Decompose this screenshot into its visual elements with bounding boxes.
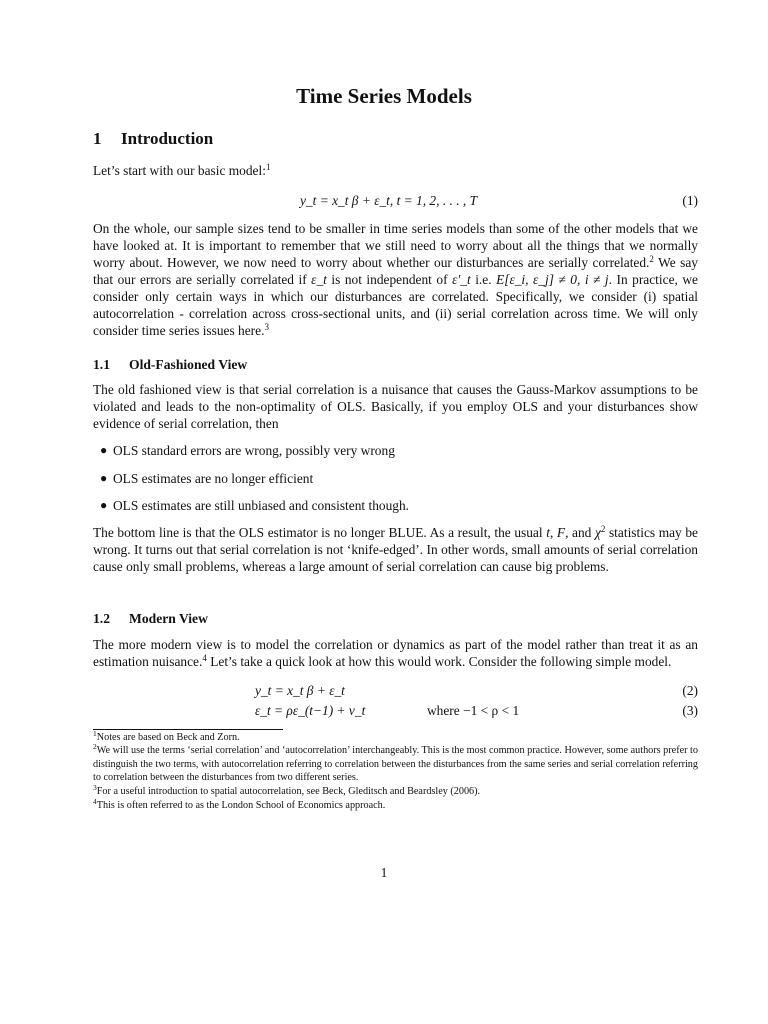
footnote-text: For a useful introduction to spatial autocorrelation, see Beck, Gleditsch and Beardsley (2006).	[96, 786, 481, 797]
math-epsilon-t: ε_t	[311, 272, 327, 287]
equation-1	[93, 192, 698, 210]
equation-3	[93, 702, 698, 720]
footnote-marker-3: 3	[264, 322, 269, 332]
intro-lead-paragraph	[93, 162, 698, 179]
paragraph-modern	[93, 636, 698, 670]
intro-lead-text: Let’s start with our basic model:	[93, 163, 266, 178]
equation-1-tag: (1)	[682, 193, 698, 208]
page-number: 1	[380, 865, 388, 880]
equation-3-condition: where −1 < ρ < 1	[427, 703, 520, 718]
equation-2	[93, 682, 698, 700]
equation-2-body: y_t = x_t β + ε_t	[255, 683, 345, 698]
para1-text-a: On the whole, our sample sizes tend to be smaller in time series models than some of the other models that we have looked at. It is important to remember that we still need to worry about all the things that we normally worry about. However, we now need to worry about whether our disturbances are serially correlated.	[93, 221, 698, 270]
paragraph-bottom-line	[93, 524, 698, 575]
footnote-mark: 1	[93, 729, 97, 738]
subsection-heading-modern	[93, 610, 698, 627]
footnote-divider	[93, 729, 283, 730]
list-item	[93, 470, 698, 498]
footnote-text: We will use the terms ‘serial correlation’ and ‘autocorrelation’ interchangeably. This is the most common practice. However, some authors prefer to distinguish the two terms, with autocorrelation referring to correlation between the disturbances from the same series and serial correlation referring to correlation between the disturbances from two different series.	[93, 745, 698, 784]
footnote	[93, 744, 698, 785]
para2-text: The old fashioned view is that serial correlation is a nuisance that causes the Gauss-Markov assumptions to be violated and leads to the non-optimality of OLS. Basically, if you employ OLS and your disturbances show evidence of serial correlation, then	[93, 382, 698, 431]
list-item-text: OLS standard errors are wrong, possibly very wrong	[113, 443, 395, 458]
list-item	[93, 442, 698, 470]
footnote-mark: 2	[93, 742, 97, 751]
math-F: F	[556, 525, 566, 540]
math-expectation: E[ε_i, ε_j] ≠ 0, i ≠ j	[496, 272, 609, 287]
subsection-number: 1.2	[93, 611, 110, 626]
subsection-title: Modern View	[129, 611, 208, 626]
bullet-icon: ●	[100, 498, 108, 512]
footnote-marker-1: 1	[265, 162, 271, 172]
list-item-text: OLS estimates are no longer efficient	[113, 470, 314, 486]
footnote	[93, 799, 698, 813]
footnote-mark: 4	[93, 797, 97, 806]
para4-text-a: The more modern view is to model the correlation or dynamics as part of the model rather than treat it as an estimation nuisance.	[93, 637, 698, 669]
subsection-title: Old-Fashioned View	[129, 357, 248, 372]
equation-1-body: y_t = x_t β + ε_t, t = 1, 2, . . . , T	[300, 193, 478, 208]
para1-text-d: i.e.	[470, 272, 497, 287]
footnote-mark: 3	[93, 783, 97, 792]
footnote	[93, 785, 698, 799]
bullet-list	[93, 442, 698, 525]
equation-3-tag: (3)	[682, 703, 698, 718]
para1-text-e: . In practice, we consider only certain ways in which our disturbances are correlated. Specifically, we consider (i) spatial autocorrelation - correlation across cross-sectional units, and (ii) serial correlation across time. We will only consider time series issues here.	[93, 272, 698, 338]
paragraph-serial-correlation	[93, 220, 698, 339]
equation-3-body: ε_t = ρε_(t−1) + ν_t	[255, 703, 366, 718]
para3-text-a: The bottom line is that the OLS estimator is no longer BLUE. As a result, the usual	[93, 525, 547, 540]
footnote	[93, 731, 698, 745]
para3-text-b: statistics may be wrong. It turns out that serial correlation is not ‘knife-edged’. In other words, small amounts of serial correlation cause only small problems, whereas a large amount of serial correlation can cause big problems.	[93, 525, 698, 574]
para4-text-b: Let’s take a quick look at how this would work. Consider the following simple model.	[206, 654, 672, 669]
document-title: Time Series Models	[296, 84, 472, 108]
para1-text-b: We say that our errors are serially correlated if	[93, 255, 698, 287]
footnote-text: This is often referred to as the London School of Economics approach.	[96, 800, 386, 811]
section-heading-introduction	[93, 128, 698, 149]
para3-sep-2: , and	[565, 525, 595, 540]
paragraph-old-fashioned	[93, 381, 698, 432]
list-item	[93, 497, 698, 525]
footnote-marker-4: 4	[202, 653, 207, 663]
subsection-heading-old-fashioned	[93, 356, 698, 373]
para1-text-c: is not independent of	[326, 272, 453, 287]
math-t: t	[546, 525, 550, 540]
equation-2-tag: (2)	[682, 683, 698, 698]
math-epsilon-prime-t: ε′_t	[452, 272, 471, 287]
para3-sep-1: ,	[549, 525, 557, 540]
footnote-marker-2: 2	[649, 254, 654, 264]
bullet-icon: ●	[100, 443, 108, 457]
math-chi-exponent: 2	[600, 524, 606, 534]
math-chi: χ	[594, 525, 601, 540]
section-number: 1	[93, 129, 102, 148]
bullet-icon: ●	[100, 470, 108, 485]
list-item-text: OLS estimates are still unbiased and consistent though.	[113, 498, 410, 513]
subsection-number: 1.1	[93, 357, 110, 372]
footnote-text: Notes are based on Beck and Zorn.	[96, 732, 240, 743]
section-title: Introduction	[121, 129, 214, 148]
